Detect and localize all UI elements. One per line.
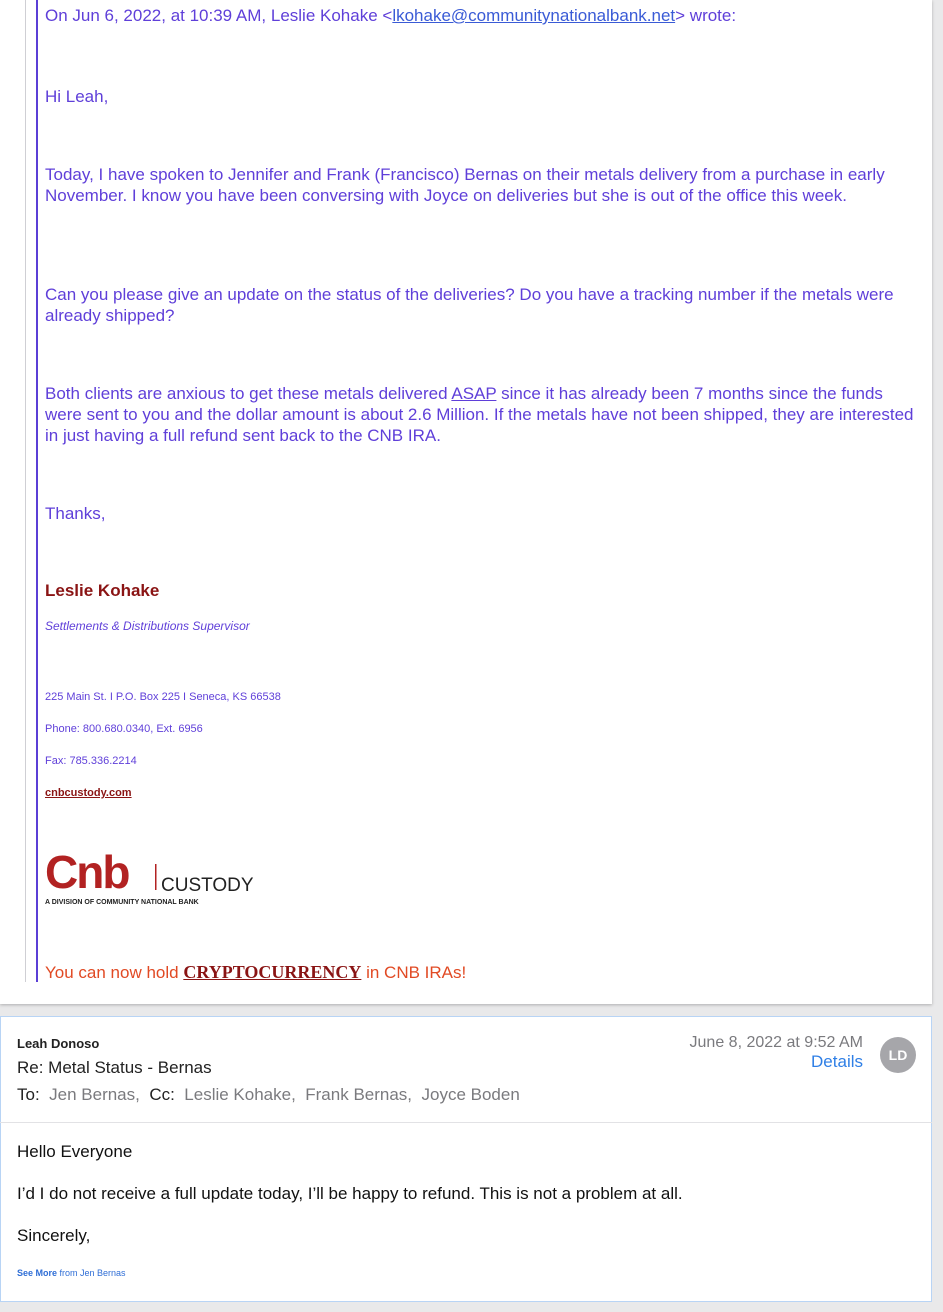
quote-greeting: Hi Leah, [45, 87, 109, 106]
quote-closing: Thanks, [45, 504, 106, 523]
logo-sub-text: A DIVISION OF COMMUNITY NATIONAL BANK [45, 899, 199, 906]
signature-website-link[interactable]: cnbcustody.com [45, 787, 132, 799]
quote-paragraph-2: Can you please give an update on the status of the deliveries? Do you have a tracking number if the metals were already shipped? [45, 285, 894, 325]
header-divider [0, 1122, 932, 1123]
logo-side-text: CUSTODY [161, 875, 254, 896]
quote-border-outer [25, 0, 26, 982]
quote-border-inner [36, 0, 38, 982]
signature-title: Settlements & Distributions Supervisor [45, 619, 250, 633]
email-subject: Re: Metal Status - Bernas [17, 1058, 212, 1077]
signature-address: 225 Main St. I P.O. Box 225 I Seneca, KS 66538 [45, 691, 281, 703]
details-link[interactable]: Details [811, 1052, 863, 1071]
recipient-to[interactable]: Jen Bernas, [49, 1085, 140, 1104]
body-greeting: Hello Everyone [17, 1142, 133, 1161]
quote-paragraph-3: Both clients are anxious to get these metals delivered ASAP since it has already been 7 months since the funds were sent to you and the dollar amount is about 2.6 Million. If the metals have not been shipped, they are interested in just having a full refund sent back to the CNB IRA. [45, 384, 914, 445]
asap-link[interactable]: ASAP [451, 384, 497, 403]
email-date: June 8, 2022 at 9:52 AM [689, 1034, 863, 1051]
logo-main-text: Cnb [45, 850, 129, 898]
sender-email-link[interactable]: lkohake@communitynationalbank.net [392, 6, 676, 25]
signature-name: Leslie Kohake [45, 581, 160, 600]
see-more-link[interactable]: See More [17, 1268, 58, 1278]
cnb-custody-logo [45, 850, 275, 908]
recipient-cc[interactable]: Frank Bernas, [305, 1085, 413, 1104]
sender-name: Leah Donoso [17, 1036, 100, 1051]
to-label: To: [17, 1085, 40, 1104]
body-signoff: Sincerely, [17, 1226, 91, 1245]
recipient-cc[interactable]: Leslie Kohake, [184, 1085, 296, 1104]
logo-divider [155, 864, 157, 890]
quote-paragraph-1: Today, I have spoken to Jennifer and Frank (Francisco) Bernas on their metals delivery from a purchase in early November. I know you have been conversing with Joyce on deliveries but she is out of the office this week. [45, 165, 885, 205]
crypto-link[interactable]: CRYPTOCURRENCY [183, 962, 362, 982]
crypto-promo: You can now hold CRYPTOCURRENCY in CNB IRAs! [45, 962, 467, 982]
recipient-cc[interactable]: Joyce Boden [421, 1085, 520, 1104]
signature-fax: Fax: 785.336.2214 [45, 755, 137, 767]
see-more-line: See More from Jen Bernas [17, 1268, 126, 1278]
recipients-row [17, 1085, 520, 1105]
signature-phone: Phone: 800.680.0340, Ext. 6956 [45, 723, 203, 735]
cc-label: Cc: [149, 1085, 175, 1104]
body-message: I’d I do not receive a full update today, I’ll be happy to refund. This is not a problem at all. [17, 1184, 683, 1203]
avatar[interactable]: LD [880, 1037, 916, 1073]
quote-header: On Jun 6, 2022, at 10:39 AM, Leslie Kohake <lkohake@communitynationalbank.net> wrote: [45, 6, 737, 25]
